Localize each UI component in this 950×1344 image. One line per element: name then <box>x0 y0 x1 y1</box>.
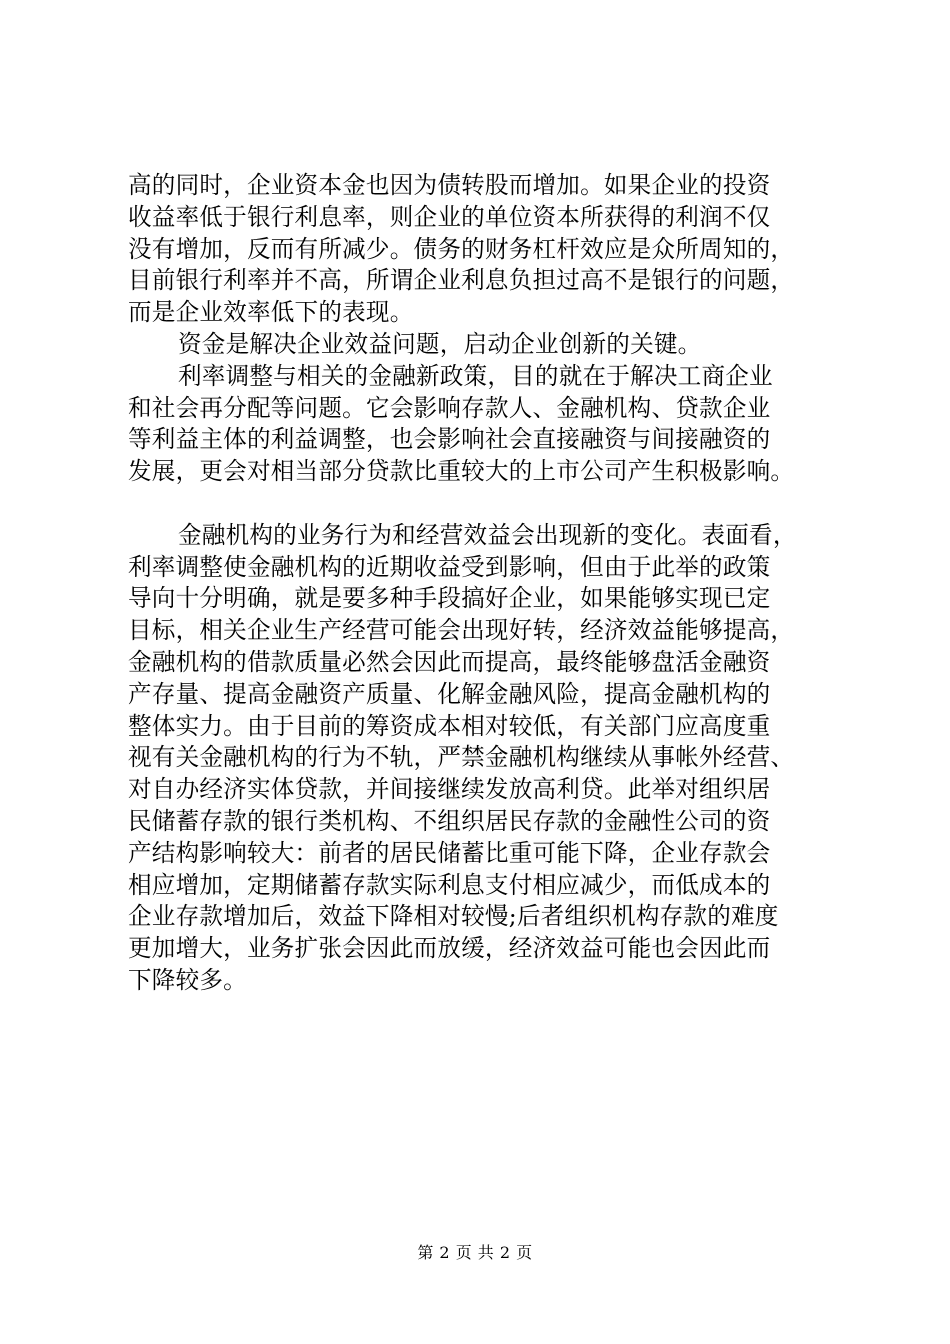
text-line: 等利益主体的利益调整，也会影响社会直接融资与间接融资的 <box>128 425 771 454</box>
text-line: 资金是解决企业效益问题，启动企业创新的关键。 <box>178 329 702 358</box>
paragraph-2 <box>128 329 858 361</box>
text-line: 下降较多。 <box>128 965 247 994</box>
page-number-label: 第 2 页 共 2 页 <box>417 1243 533 1262</box>
paragraph-1 <box>128 170 858 329</box>
text-line: 金融机构的业务行为和经营效益会出现新的变化。表面看， <box>178 520 797 549</box>
text-line: 导向十分明确，就是要多种手段搞好企业，如果能够实现已定 <box>128 584 771 613</box>
paragraph-3 <box>128 361 858 488</box>
text-line: 没有增加，反而有所减少。债务的财务杠杆效应是众所周知的， <box>128 234 795 263</box>
paragraph-4 <box>128 520 858 997</box>
text-line: 和社会再分配等问题。它会影响存款人、金融机构、贷款企业 <box>128 393 771 422</box>
text-line: 利率调整使金融机构的近期收益受到影响，但由于此举的政策 <box>128 552 771 581</box>
text-line: 发展，更会对相当部分贷款比重较大的上市公司产生积极影响。 <box>128 457 795 486</box>
paragraph-spacer <box>128 488 858 520</box>
text-line: 产结构影响较大：前者的居民储蓄比重可能下降，企业存款会 <box>128 838 771 867</box>
text-line: 对自办经济实体贷款，并间接继续发放高利贷。此举对组织居 <box>128 775 771 804</box>
text-line: 民储蓄存款的银行类机构、不组织居民存款的金融性公司的资 <box>128 806 771 835</box>
text-line: 视有关金融机构的行为不轨，严禁金融机构继续从事帐外经营、 <box>128 743 795 772</box>
text-line: 目前银行利率并不高，所谓企业利息负担过高不是银行的问题， <box>128 266 795 295</box>
text-line: 企业存款增加后，效益下降相对较慢;后者组织机构存款的难度 <box>128 902 779 931</box>
text-line: 相应增加，定期储蓄存款实际利息支付相应减少，而低成本的 <box>128 870 771 899</box>
text-line: 产存量、提高金融资产质量、化解金融风险，提高金融机构的 <box>128 679 771 708</box>
text-line: 更加增大，业务扩张会因此而放缓，经济效益可能也会因此而 <box>128 934 771 963</box>
page-footer <box>0 1243 950 1263</box>
text-line: 目标，相关企业生产经营可能会出现好转，经济效益能够提高， <box>128 616 795 645</box>
text-line: 金融机构的借款质量必然会因此而提高，最终能够盘活金融资 <box>128 647 771 676</box>
text-line: 整体实力。由于目前的筹资成本相对较低，有关部门应高度重 <box>128 711 771 740</box>
text-line: 高的同时，企业资本金也因为债转股而增加。如果企业的投资 <box>128 171 771 199</box>
document-body <box>128 170 858 997</box>
text-line: 而是企业效率低下的表现。 <box>128 298 414 327</box>
text-line: 利率调整与相关的金融新政策，目的就在于解决工商企业 <box>178 361 773 390</box>
text-line: 收益率低于银行利息率，则企业的单位资本所获得的利润不仅 <box>128 202 771 231</box>
